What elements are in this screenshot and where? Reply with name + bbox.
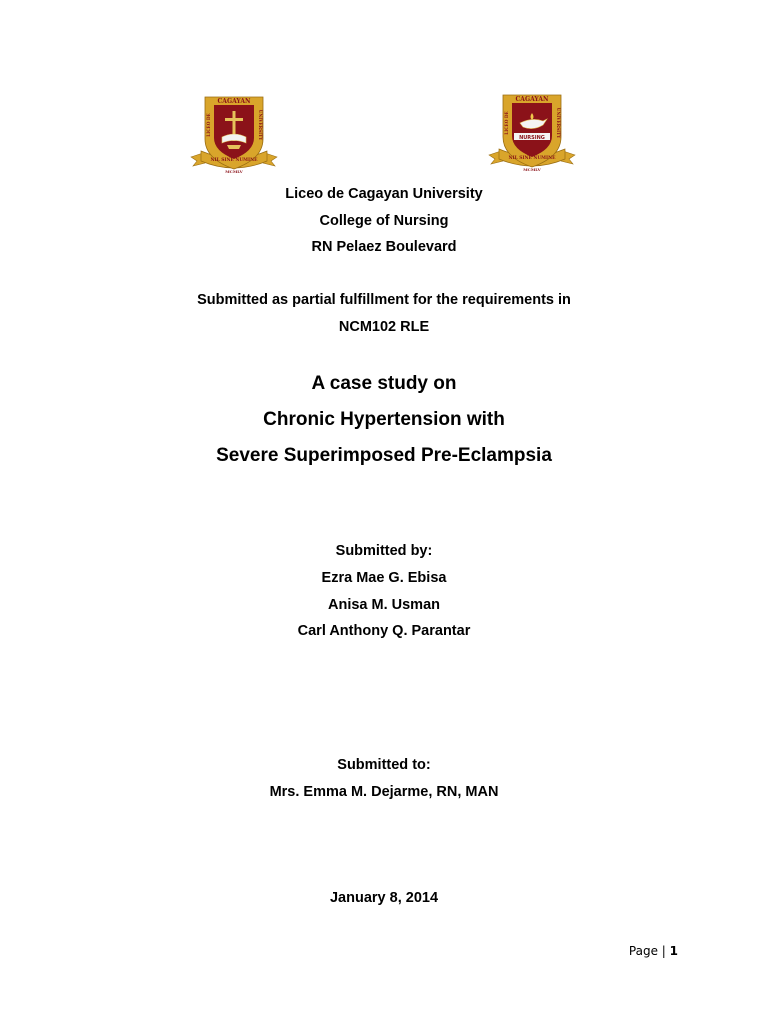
institution-address: RN Pelaez Boulevard xyxy=(311,239,457,255)
course-code: NCM102 RLE xyxy=(338,319,430,335)
submission-purpose: Submitted as partial fulfillment for the requirements in xyxy=(197,292,571,308)
svg-text:MCMLV: MCMLV xyxy=(225,169,243,174)
document-title-line-1: A case study on xyxy=(311,373,457,394)
nursing-college-seal-logo xyxy=(487,91,577,175)
author-name: Carl Anthony Q. Parantar xyxy=(297,623,471,639)
page-label: Page | xyxy=(628,944,670,958)
svg-text:LICEO DE: LICEO DE xyxy=(504,111,509,135)
svg-text:LICEO DE: LICEO DE xyxy=(206,113,211,137)
svg-text:MCMLV: MCMLV xyxy=(523,167,541,172)
svg-text:UNIVERSITY: UNIVERSITY xyxy=(556,107,561,139)
college-name: College of Nursing xyxy=(319,213,449,229)
page-footer xyxy=(629,943,678,959)
author-name: Ezra Mae G. Ebisa xyxy=(321,570,447,586)
svg-text:NIL SINE NUMINE: NIL SINE NUMINE xyxy=(508,156,556,161)
author-name: Anisa M. Usman xyxy=(328,597,440,613)
svg-text:NIL SINE NUMINE: NIL SINE NUMINE xyxy=(210,158,258,163)
document-title-line-2: Chronic Hypertension with xyxy=(263,409,505,430)
svg-text:CAGAYAN: CAGAYAN xyxy=(515,96,549,103)
submission-date: January 8, 2014 xyxy=(329,890,439,906)
svg-text:NURSING: NURSING xyxy=(519,134,545,141)
page-number: 1 xyxy=(669,944,678,958)
university-seal-logo xyxy=(189,93,279,177)
svg-text:UNIVERSITY: UNIVERSITY xyxy=(258,109,263,141)
submitted-by-label: Submitted by: xyxy=(335,543,433,559)
document-title-line-3: Severe Superimposed Pre-Eclampsia xyxy=(216,445,552,466)
instructor-name: Mrs. Emma M. Dejarme, RN, MAN xyxy=(269,784,499,800)
submitted-to-label: Submitted to: xyxy=(337,757,431,773)
institution-name: Liceo de Cagayan University xyxy=(285,186,483,202)
svg-text:CAGAYAN: CAGAYAN xyxy=(217,98,251,105)
